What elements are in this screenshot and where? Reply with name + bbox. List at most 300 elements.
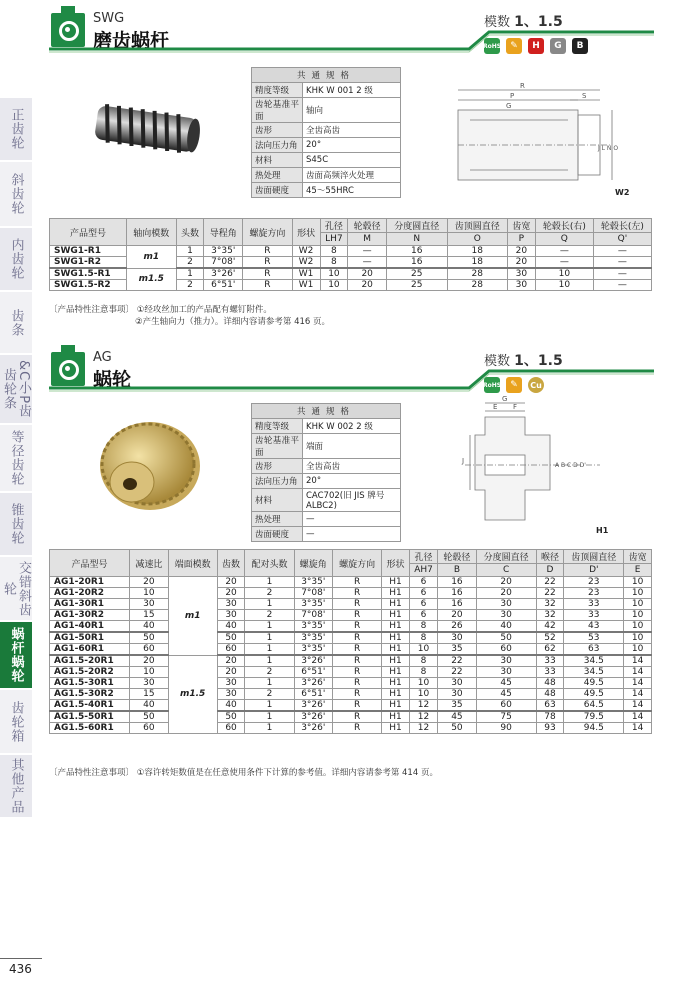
column-header: 轴向模数	[126, 219, 176, 246]
ag-spec-table	[251, 403, 401, 542]
table-cell: 8	[320, 246, 348, 257]
table-cell: 6°51'	[294, 667, 332, 678]
table-cell: 10	[130, 667, 168, 678]
table-cell: 8	[320, 257, 348, 269]
spec-value: 20°	[303, 138, 401, 153]
module-cell: m1	[168, 577, 217, 656]
swg-module: 模数 1、1.5	[484, 14, 563, 30]
table-cell: 34.5	[564, 667, 624, 678]
table-cell: 1	[245, 644, 294, 656]
table-cell: —	[593, 257, 651, 269]
table-cell: 7°08'	[204, 257, 243, 269]
swg-dimension-diagram	[450, 80, 630, 200]
spec-row	[252, 153, 401, 168]
table-cell: 49.5	[564, 678, 624, 689]
table-cell: 1	[176, 246, 204, 257]
column-subheader: N	[387, 233, 447, 246]
column-header: 齿顶圆直径	[564, 550, 624, 564]
table-cell: 35	[438, 700, 476, 712]
table-cell: 2	[176, 257, 204, 269]
table-cell: 28	[447, 268, 507, 280]
table-cell: 33	[564, 599, 624, 610]
table-cell: 20	[217, 577, 245, 588]
table-cell: —	[348, 246, 387, 257]
module-cell: m1.5	[168, 655, 217, 734]
table-cell: 14	[624, 711, 652, 723]
column-subheader: Q	[535, 233, 593, 246]
page-number-rule	[0, 958, 42, 959]
spec-key: 法向压力角	[252, 474, 303, 489]
table-cell: 3°26'	[294, 711, 332, 723]
table-cell: 20	[438, 610, 476, 621]
column-subheader: C	[476, 564, 536, 577]
table-cell: 78	[536, 711, 564, 723]
table-cell: 60	[476, 700, 536, 712]
table-cell: 10	[624, 610, 652, 621]
table-cell: 2	[245, 689, 294, 700]
table-cell: W2	[292, 257, 320, 269]
ag-module: 模数 1、1.5	[484, 353, 563, 369]
table-cell: 1	[245, 599, 294, 610]
table-cell: 30	[438, 678, 476, 689]
table-cell: R	[333, 599, 382, 610]
svg-text:J: J	[462, 457, 465, 465]
column-subheader: D	[536, 564, 564, 577]
spec-row	[252, 459, 401, 474]
table-cell: 20	[217, 588, 245, 599]
spec-row	[252, 489, 401, 512]
table-cell: H1	[382, 577, 410, 588]
table-cell: 12	[409, 711, 437, 723]
spec-key: 法向压力角	[252, 138, 303, 153]
table-cell: R	[333, 711, 382, 723]
column-header: 螺旋角	[294, 550, 332, 577]
table-cell: 3°35'	[294, 599, 332, 610]
table-cell: 90	[476, 723, 536, 734]
table-cell: H1	[382, 644, 410, 656]
spec-header: 共通规格	[252, 68, 401, 83]
column-subheader: P	[507, 233, 535, 246]
column-subheader: O	[447, 233, 507, 246]
spec-key: 齿形	[252, 459, 303, 474]
table-cell: H1	[382, 599, 410, 610]
spec-row	[252, 434, 401, 459]
table-cell: R	[333, 689, 382, 700]
table-row	[50, 588, 652, 599]
table-cell: 50	[130, 711, 168, 723]
table-cell: 15	[130, 610, 168, 621]
table-cell: 79.5	[564, 711, 624, 723]
table-cell: R	[243, 280, 293, 291]
table-cell: 20	[507, 257, 535, 269]
table-cell: 33	[564, 610, 624, 621]
spec-key: 齿轮基准平面	[252, 98, 303, 123]
table-cell: R	[333, 577, 382, 588]
side-tab[interactable]: 斜齿轮	[0, 162, 32, 226]
grinding-icon: G	[550, 38, 566, 54]
shape-w2-label: W2	[615, 188, 630, 197]
rohs-icon: RoHS	[484, 377, 500, 393]
table-cell: 8	[409, 632, 437, 644]
table-cell: 26	[438, 621, 476, 633]
table-cell: 1	[245, 621, 294, 633]
table-cell: 16	[438, 577, 476, 588]
column-header: 孔径	[320, 219, 348, 233]
table-row	[50, 599, 652, 610]
column-subheader: M	[348, 233, 387, 246]
column-header: 螺旋方向	[333, 550, 382, 577]
svg-text:J L N O: J L N O	[598, 145, 619, 152]
table-cell: R	[333, 655, 382, 667]
table-cell: 33	[536, 667, 564, 678]
black-oxide-icon: B	[572, 38, 588, 54]
spec-value: —	[303, 512, 401, 527]
table-cell: 50	[476, 632, 536, 644]
table-cell: 62	[536, 644, 564, 656]
side-tab[interactable]: 内齿轮	[0, 228, 32, 290]
table-cell: R	[333, 678, 382, 689]
svg-text:F: F	[513, 403, 518, 411]
table-cell: H1	[382, 655, 410, 667]
table-cell: 22	[438, 655, 476, 667]
table-cell: 7°08'	[294, 588, 332, 599]
side-tab[interactable]: 锥齿轮	[0, 493, 32, 555]
table-header-row	[50, 550, 652, 564]
table-cell: 20	[348, 268, 387, 280]
table-cell: 22	[536, 577, 564, 588]
column-subheader: Q'	[593, 233, 651, 246]
product-model: AG1-30R2	[50, 610, 130, 621]
table-cell: 3°26'	[294, 700, 332, 712]
column-header: 齿数	[217, 550, 245, 577]
table-cell: W1	[292, 280, 320, 291]
table-cell: W2	[292, 246, 320, 257]
table-cell: 30	[476, 599, 536, 610]
ag-note-1: 〔产品特性注意事项〕 ①容许转矩数值是在任意使用条件下计算的参考值。详细内容请参考第 414 页。	[49, 768, 438, 778]
table-cell: 10	[624, 632, 652, 644]
table-cell: 49.5	[564, 689, 624, 700]
table-cell: 30	[130, 599, 168, 610]
table-cell: 30	[507, 280, 535, 291]
table-cell: 30	[438, 689, 476, 700]
table-cell: 45	[476, 678, 536, 689]
table-cell: 16	[387, 246, 447, 257]
spec-key: 热处理	[252, 168, 303, 183]
spec-row	[252, 474, 401, 489]
side-tab[interactable]: 齿条	[0, 292, 32, 353]
table-cell: 3°35'	[294, 621, 332, 633]
swg-note-2: ②产生轴向力（推力）。详细内容请参考第 416 页。	[135, 317, 330, 327]
table-cell: R	[333, 632, 382, 644]
table-row	[50, 689, 652, 700]
product-model: AG1-20R2	[50, 588, 130, 599]
table-cell: 60	[130, 723, 168, 734]
table-cell: 12	[409, 700, 437, 712]
table-cell: 6	[409, 610, 437, 621]
worm-product-image	[90, 98, 205, 160]
column-header: 轮毂长(左)	[593, 219, 651, 233]
table-cell: 63	[564, 644, 624, 656]
table-cell: 6°51'	[294, 689, 332, 700]
table-cell: 14	[624, 655, 652, 667]
column-header: 形状	[382, 550, 410, 577]
table-cell: R	[333, 621, 382, 633]
table-cell: 53	[564, 632, 624, 644]
side-tab[interactable]: &C小P齿齿轮条	[0, 355, 32, 423]
table-cell: 20	[476, 577, 536, 588]
spec-row	[252, 123, 401, 138]
column-header: 形状	[292, 219, 320, 246]
spec-key: 齿面硬度	[252, 527, 303, 542]
column-header: 端面模数	[168, 550, 217, 577]
ag-notes	[49, 767, 438, 779]
table-cell: 1	[245, 678, 294, 689]
table-cell: 10	[409, 689, 437, 700]
table-cell: 30	[130, 678, 168, 689]
table-cell: R	[333, 723, 382, 734]
product-model: AG1-20R1	[50, 577, 130, 588]
swg-note-1: 〔产品特性注意事项〕 ①经攻丝加工的产品配有螺钉附件。	[49, 305, 272, 315]
table-cell: 3°35'	[204, 246, 243, 257]
column-header: 减速比	[130, 550, 168, 577]
table-cell: 33	[536, 655, 564, 667]
side-tab[interactable]: 交错斜齿轮	[0, 557, 32, 620]
svg-text:A B C D D': A B C D D'	[555, 462, 586, 469]
table-cell: —	[593, 268, 651, 280]
side-tab[interactable]: 正齿轮	[0, 98, 32, 160]
column-header: 配对头数	[245, 550, 294, 577]
table-cell: R	[333, 588, 382, 599]
column-subheader: E	[624, 564, 652, 577]
spec-key: 精度等级	[252, 83, 303, 98]
table-cell: 20	[217, 667, 245, 678]
table-cell: R	[333, 610, 382, 621]
table-cell: 30	[217, 689, 245, 700]
table-cell: 50	[217, 632, 245, 644]
table-cell: 6	[409, 577, 437, 588]
svg-text:P: P	[510, 92, 515, 100]
table-cell: 6	[409, 599, 437, 610]
table-cell: 30	[217, 610, 245, 621]
svg-text:S: S	[582, 92, 587, 100]
column-subheader: LH7	[320, 233, 348, 246]
spec-row	[252, 419, 401, 434]
table-cell: H1	[382, 711, 410, 723]
table-cell: 10	[320, 280, 348, 291]
table-row	[50, 700, 652, 712]
spec-row	[252, 138, 401, 153]
table-cell: 93	[536, 723, 564, 734]
spec-row	[252, 98, 401, 123]
table-cell: 16	[438, 599, 476, 610]
spec-row	[252, 183, 401, 198]
table-cell: R	[333, 700, 382, 712]
table-cell: 14	[624, 678, 652, 689]
table-cell: H1	[382, 689, 410, 700]
column-header: 齿宽	[624, 550, 652, 564]
spec-row	[252, 512, 401, 527]
table-cell: 10	[409, 678, 437, 689]
table-cell: 1	[245, 700, 294, 712]
table-cell: 20	[348, 280, 387, 291]
table-cell: —	[593, 246, 651, 257]
table-cell: 60	[476, 644, 536, 656]
table-cell: 2	[176, 280, 204, 291]
spec-value: KHK W 001 2 级	[303, 83, 401, 98]
table-cell: 40	[476, 621, 536, 633]
table-cell: 2	[245, 610, 294, 621]
swg-notes	[49, 304, 330, 328]
side-tab[interactable]: 其他产品	[0, 755, 32, 817]
table-cell: 18	[447, 246, 507, 257]
table-cell: R	[243, 246, 293, 257]
spec-key: 材料	[252, 489, 303, 512]
table-row	[50, 577, 652, 588]
table-cell: 1	[245, 723, 294, 734]
column-header: 产品型号	[50, 550, 130, 577]
heat-treat-icon: H	[528, 38, 544, 54]
table-cell: 6	[409, 588, 437, 599]
table-cell: 20	[507, 246, 535, 257]
spec-key: 精度等级	[252, 419, 303, 434]
side-tab[interactable]: 蜗杆蜗轮	[0, 622, 32, 688]
column-header: 轮毂径	[348, 219, 387, 233]
product-model: AG1-60R1	[50, 644, 130, 656]
product-model: SWG1.5-R2	[50, 280, 127, 291]
spec-value: 轴向	[303, 98, 401, 123]
product-model: SWG1-R2	[50, 257, 127, 269]
table-cell: 25	[387, 268, 447, 280]
table-cell: 15	[130, 689, 168, 700]
table-cell: 18	[447, 257, 507, 269]
table-row	[50, 268, 652, 280]
svg-text:R: R	[520, 82, 525, 90]
spec-value: 全齿高齿	[303, 459, 401, 474]
product-model: AG1.5-30R1	[50, 678, 130, 689]
column-header: 轮毂径	[438, 550, 476, 564]
table-cell: R	[243, 268, 293, 280]
wrench-icon: ✎	[506, 377, 522, 393]
product-model: SWG1-R1	[50, 246, 127, 257]
table-cell: 7°08'	[294, 610, 332, 621]
spec-key: 齿形	[252, 123, 303, 138]
table-cell: 20	[130, 655, 168, 667]
table-cell: 48	[536, 678, 564, 689]
table-cell: 10	[624, 588, 652, 599]
table-row	[50, 711, 652, 723]
column-header: 喉径	[536, 550, 564, 564]
table-cell: 45	[438, 711, 476, 723]
table-cell: H1	[382, 610, 410, 621]
spec-value: 45～55HRC	[303, 183, 401, 198]
table-cell: 34.5	[564, 655, 624, 667]
table-cell: 25	[387, 280, 447, 291]
worm-wheel-product-image	[94, 408, 206, 516]
column-header: 齿宽	[507, 219, 535, 233]
table-cell: —	[535, 246, 593, 257]
table-cell: 1	[176, 268, 204, 280]
table-cell: 20	[130, 577, 168, 588]
column-header: 孔径	[409, 550, 437, 564]
table-cell: 32	[536, 610, 564, 621]
table-cell: H1	[382, 632, 410, 644]
table-cell: 8	[409, 655, 437, 667]
table-cell: 3°35'	[294, 644, 332, 656]
table-cell: 23	[564, 588, 624, 599]
side-tab[interactable]: 齿轮箱	[0, 690, 32, 753]
table-cell: 30	[476, 610, 536, 621]
table-cell: 22	[536, 588, 564, 599]
module-cell: m1	[126, 246, 176, 269]
table-cell: 32	[536, 599, 564, 610]
table-cell: 30	[507, 268, 535, 280]
table-cell: H1	[382, 723, 410, 734]
table-cell: R	[333, 644, 382, 656]
table-cell: 10	[535, 268, 593, 280]
table-row	[50, 644, 652, 656]
table-header-row	[50, 219, 652, 233]
table-cell: 6°51'	[204, 280, 243, 291]
svg-text:E: E	[493, 403, 498, 411]
product-model: AG1.5-40R1	[50, 700, 130, 712]
product-model: AG1.5-60R1	[50, 723, 130, 734]
spec-key: 热处理	[252, 512, 303, 527]
svg-text:G: G	[502, 395, 508, 403]
table-cell: 40	[217, 700, 245, 712]
spec-row	[252, 83, 401, 98]
swg-product-table	[49, 218, 652, 291]
module-cell: m1.5	[126, 268, 176, 291]
table-cell: 45	[476, 689, 536, 700]
product-model: AG1-40R1	[50, 621, 130, 633]
side-tab[interactable]: 等径齿轮	[0, 425, 32, 491]
column-header: 头数	[176, 219, 204, 246]
table-row	[50, 667, 652, 678]
table-cell: 28	[447, 280, 507, 291]
table-row	[50, 655, 652, 667]
product-model: AG1.5-30R2	[50, 689, 130, 700]
table-row	[50, 610, 652, 621]
spec-header: 共通规格	[252, 404, 401, 419]
table-row	[50, 632, 652, 644]
swg-code: SWG	[93, 11, 125, 26]
table-cell: 3°26'	[294, 678, 332, 689]
table-row	[50, 678, 652, 689]
table-cell: 3°26'	[204, 268, 243, 280]
table-cell: 10	[624, 599, 652, 610]
table-cell: 75	[476, 711, 536, 723]
table-cell: 8	[409, 621, 437, 633]
table-cell: H1	[382, 667, 410, 678]
product-model: AG1.5-20R1	[50, 655, 130, 667]
table-cell: 64.5	[564, 700, 624, 712]
table-cell: 1	[245, 711, 294, 723]
section-underline	[49, 367, 654, 389]
column-header: 分度圆直径	[387, 219, 447, 233]
table-cell: 1	[245, 655, 294, 667]
table-cell: 12	[409, 723, 437, 734]
spec-value: 20°	[303, 474, 401, 489]
ag-dimension-diagram	[460, 395, 615, 535]
ag-badges	[484, 375, 554, 395]
table-cell: 40	[217, 621, 245, 633]
column-header: 产品型号	[50, 219, 127, 246]
spec-value: 全齿高齿	[303, 123, 401, 138]
table-cell: 52	[536, 632, 564, 644]
table-cell: 23	[564, 577, 624, 588]
product-model: AG1-30R1	[50, 599, 130, 610]
table-cell: 40	[130, 621, 168, 633]
